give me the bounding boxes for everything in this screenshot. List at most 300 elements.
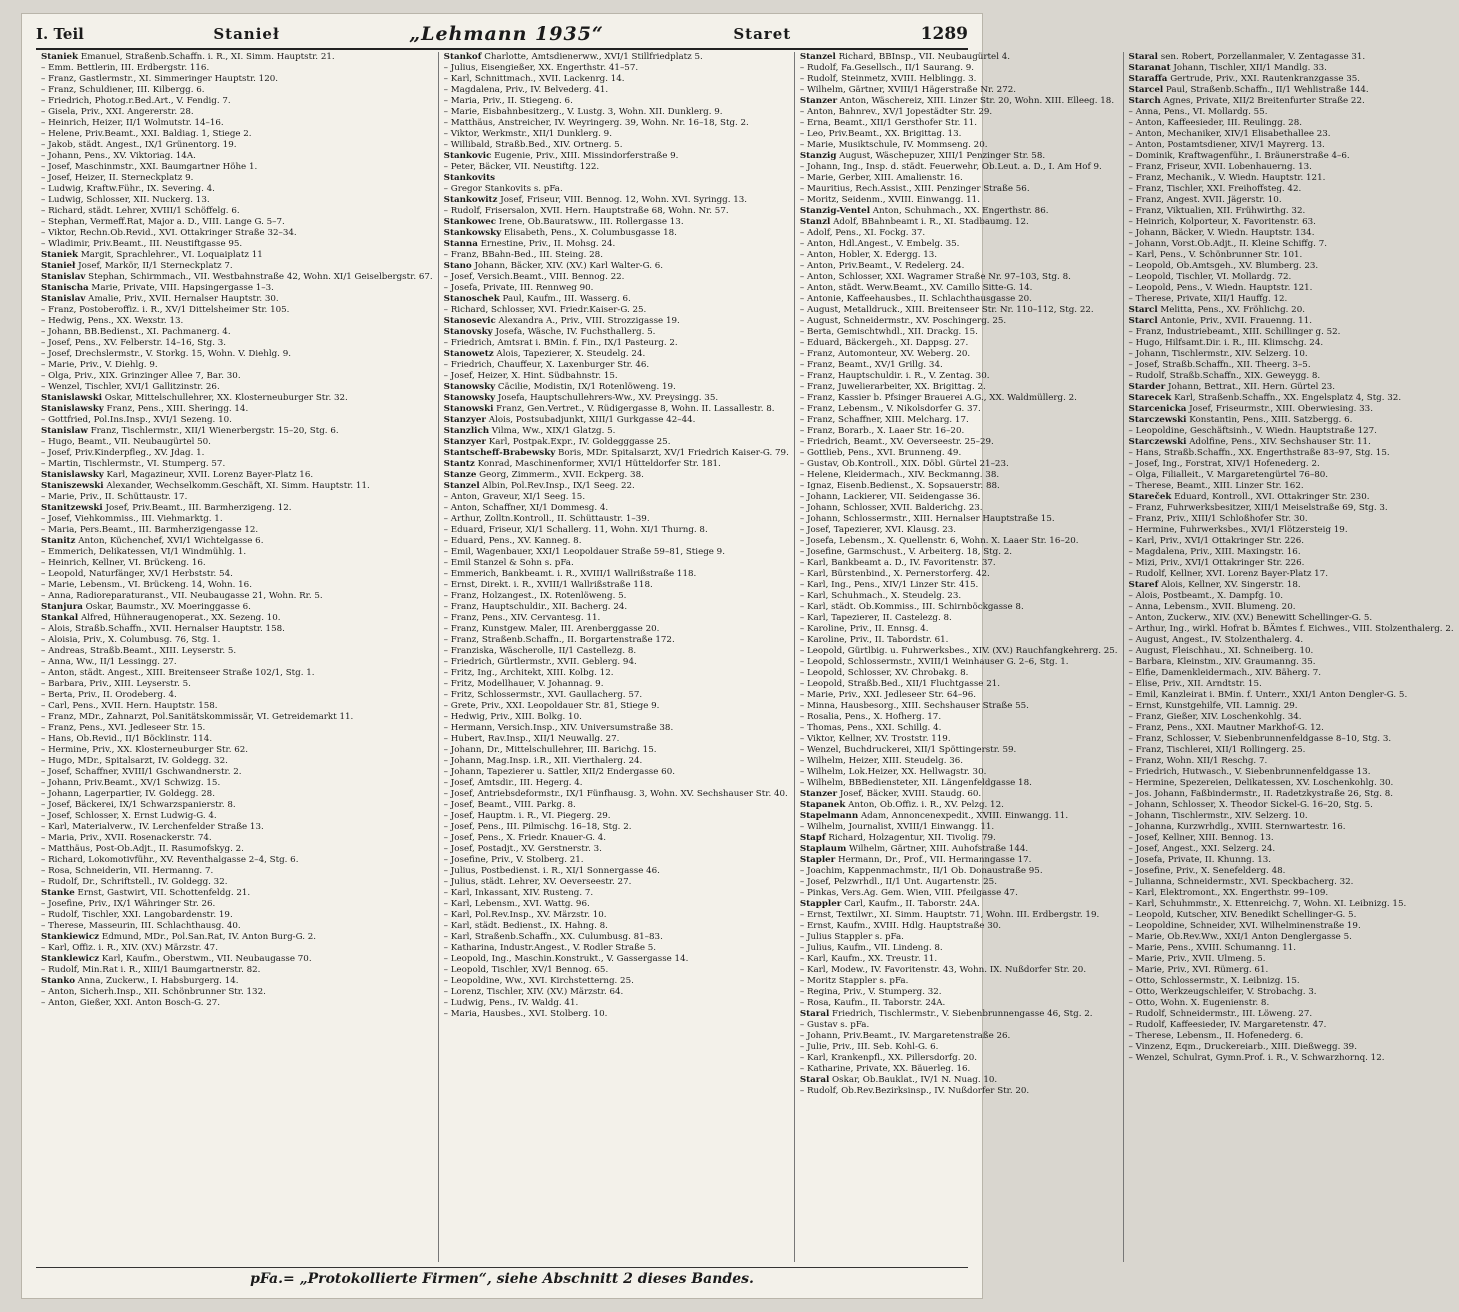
directory-entry: – Karl, Materialverw., IV. Lerchenfelder Straße 13. — [41, 822, 264, 832]
directory-entry: – August, Angest., IV. Stolzenthalerg. 4. — [1128, 635, 1304, 645]
directory-entry: – Maria, Pers.Beamt., III. Barmherzigengasse 12. — [41, 525, 259, 535]
directory-entry: – Johann, Vorst.Ob.Adjt., II. Kleine Schiffg. 7. — [1128, 239, 1327, 249]
directory-entry: – Rudolf, Kaffeesieder, IV. Margaretenstr. 47. — [1128, 1020, 1327, 1030]
directory-entry: – Wilhelm, Lok.Heizer, XX. Hellwagstr. 30. — [799, 767, 987, 777]
column-1 — [36, 52, 439, 1262]
directory-entry: – August, Metalldruck., XIII. Breitenseer Str. Nr. 110–112, Stg. 22. — [799, 305, 1094, 315]
directory-entry: – Berta, Gemischtwhdl., XII. Drackg. 15. — [799, 327, 978, 337]
directory-entry: Stanna Ernestine, Priv., II. Mohsg. 24. — [443, 239, 616, 249]
directory-entry: – Anton, Schaffner, XI/1 Dommesg. 4. — [443, 503, 609, 513]
directory-entry: – Karl, Schnittmach., XVII. Lackenrg. 14. — [443, 74, 625, 84]
directory-entry: – Maria, Priv., II. Stiegeng. 6. — [443, 96, 573, 106]
directory-entry: Starczewski Adolfine, Pens., XIV. Sechshauser Str. 11. — [1128, 437, 1371, 447]
directory-page — [22, 14, 1454, 1298]
directory-entry: – Jakob, städt. Angest., IX/1 Grünentorg. 19. — [41, 140, 237, 150]
directory-entry: – Richard, Lokomotivführ., XV. Reventhalgasse 2–4, Stg. 6. — [41, 855, 299, 865]
directory-entry: Stanklewicz Karl, Kaufm., Oberstwm., VII. Neubaugasse 70. — [41, 954, 312, 964]
directory-entry: – Marie, Eisbahnbesitzerg., V. Lustg. 3, Wohn. XII. Dunklerg. 9. — [443, 107, 723, 117]
directory-entry: – Helene, Kleidermach., XIV. Beckmanng. 38. — [799, 470, 1000, 480]
directory-entry: Stanischa Marie, Private, VIII. Hapsingergasse 1–3. — [41, 283, 274, 293]
directory-entry: Starcl Melitta, Pens., XV. Fröhlichg. 20. — [1128, 305, 1305, 315]
directory-entry: – Josef, Hauptm. i. R., VI. Piegerg. 29. — [443, 811, 611, 821]
directory-entry: Stanislawsky Karl, Magazineur, XVII. Lorenz Bayer-Platz 16. — [41, 470, 314, 480]
directory-entry: – Johann, Priv.Beamt., IV. Margaretenstraße 26. — [799, 1031, 1011, 1041]
directory-entry: – Josefa, Lebensm., X. Quellenstr. 6, Wohn. X. Laaer Str. 16–20. — [799, 536, 1079, 546]
directory-entry: – Leopold, Ob.Amtsgeh., XV. Blumberg. 23. — [1128, 261, 1319, 271]
directory-entry: Stapler Hermann, Dr., Prof., VII. Hermanngasse 17. — [799, 855, 1032, 865]
directory-entry: – Heinrich, Heizer, II/1 Wolmutstr. 14–16. — [41, 118, 224, 128]
directory-entry: – Franz, Kunstgew. Maler, III. Arenberggasse 20. — [443, 624, 660, 634]
directory-entry: – Gustav s. pFa. — [799, 1020, 870, 1030]
directory-entry: Stankowsky Elisabeth, Pens., X. Columbusgasse 18. — [443, 228, 677, 238]
directory-entry: – Karl, Elektromont., XX. Engerthstr. 99–109. — [1128, 888, 1329, 898]
directory-entry: – Johann, Schlossermstr., XIII. Hernalser Hauptstraße 15. — [799, 514, 1055, 524]
directory-entry: – Ignaz, Eisenb.Bedienst., X. Sopsauerstr. 88. — [799, 481, 1000, 491]
directory-entry: Stanzlich Vilma, Ww., XIX/1 Glatzg. 5. — [443, 426, 616, 436]
directory-entry: – Franz, Holzangest., IX. Rotenlöweng. 5. — [443, 591, 627, 601]
directory-entry: – Anton, Hobler, X. Edergg. 13. — [799, 250, 938, 260]
directory-entry: – Andreas, Straßb.Beamt., XIII. Leyserstr. 5. — [41, 646, 237, 656]
directory-entry: – Willibald, Straßb.Bed., XIV. Ortnerg. 5. — [443, 140, 623, 150]
directory-entry: – Franz, Pens., XVI. Jedleseer Str. 15. — [41, 723, 206, 733]
directory-entry: – Josef, Postadjt., XV. Gerstnerstr. 3. — [443, 844, 602, 854]
directory-entry: Stanzyer Alois, Postsubadjunkt, XIII/1 Gurkgasse 42–44. — [443, 415, 696, 425]
directory-entry: – Gottlieb, Pens., XVI. Brunneng. 49. — [799, 448, 962, 458]
directory-entry: Stapf Richard, Holzagentur, XII. Tivolig. 79. — [799, 833, 996, 843]
directory-entry: – Josef, Ing., Forstrat, XIV/1 Hofenederg. 2. — [1128, 459, 1320, 469]
directory-entry: – Hermine, Priv., XX. Klosterneuburger Str. 62. — [41, 745, 249, 755]
directory-entry: Staniek Emanuel, Straßenb.Schaffn. i. R., XI. Simm. Hauptstr. 21. — [41, 52, 335, 62]
directory-entry: – Anton, Kaffeesieder, III. Reulingg. 28. — [1128, 118, 1302, 128]
directory-entry: Stantscheff-Brabewsky Boris, MDr. Spitalsarzt, XV/1 Friedrich Kaiser-G. 79. — [443, 448, 789, 458]
directory-entry: – Franz, Industriebeamt., XIII. Schillinger g. 52. — [1128, 327, 1341, 337]
column-3 — [795, 52, 1124, 1262]
directory-entry: – Karl, Krankenpfl., XX. Pillersdorfg. 20. — [799, 1053, 978, 1063]
directory-entry: – Josef, Heizer, X. Hint. Südbahnstr. 15. — [443, 371, 618, 381]
directory-entry: – Franz, Friseur, XVII. Lobenhauerng. 13. — [1128, 162, 1312, 172]
directory-entry: – Ludwig, Schlosser, XII. Nuckerg. 13. — [41, 195, 210, 205]
directory-entry: – Josef, Tapezierer, XVI. Klausg. 23. — [799, 525, 957, 535]
directory-entry: – Emil Stanzel & Sohn s. pFa. — [443, 558, 574, 568]
directory-entry: – Marie, Pens., XVIII. Schumanng. 11. — [1128, 943, 1297, 953]
directory-entry: – Josef, Amtsdir., III. Hegerg. 4. — [443, 778, 583, 788]
directory-entry: – Johann, BB.Bedienst., XI. Pachmanerg. 4. — [41, 327, 231, 337]
directory-entry: – Ernst, Kaufm., XVIII. Hdlg. Hauptstraße 30. — [799, 921, 1002, 931]
directory-entry: – Katharine, Private, XX. Bäuerleg. 16. — [799, 1064, 971, 1074]
directory-entry: – Therese, Lebensm., II. Hofenederg. 6. — [1128, 1031, 1304, 1041]
directory-entry: – Rudolf, Tischler, XXI. Langobardenstr. 19. — [41, 910, 233, 920]
directory-entry: – Matthäus, Post-Ob.Adjt., II. Rasumofskyg. 2. — [41, 844, 244, 854]
directory-entry: – Ernst, Kunstgehilfe, VII. Lamnig. 29. — [1128, 701, 1298, 711]
directory-entry: – Rudolf, Min.Rat i. R., XIII/1 Baumgartnerstr. 82. — [41, 965, 261, 975]
directory-entry: Stanzig-Ventel Anton, Schuhmach., XX. Engerthstr. 86. — [799, 206, 1049, 216]
column-2 — [439, 52, 795, 1262]
directory-entry: – Hans, Ob.Revid., II/1 Böcklinstr. 114. — [41, 734, 213, 744]
directory-entry: – Franz, Tischlerei, XII/1 Rollingerg. 25. — [1128, 745, 1306, 755]
directory-entry: Starcenicka Josef, Friseurmstr., XIII. Oberwiesing. 33. — [1128, 404, 1373, 414]
directory-entry: – Leopold, Ing., Maschin.Konstrukt., V. Gassergasse 14. — [443, 954, 689, 964]
directory-entry: – Karoline, Priv., II. Tabordstr. 61. — [799, 635, 949, 645]
directory-entry: – Karl, Ing., Pens., XIV/1 Linzer Str. 415. — [799, 580, 979, 590]
directory-entry: Stanzel Richard, BBInsp., VII. Neubaugürtel 4. — [799, 52, 1011, 62]
directory-entry: – Marie, Ob.Rev.Ww., XXI/1 Anton Denglergasse 5. — [1128, 932, 1352, 942]
directory-entry: – Alois, Postbeamt., X. Dampfg. 10. — [1128, 591, 1284, 601]
directory-entry: – Johann, Schlosser, XVII. Balderichg. 23. — [799, 503, 983, 513]
directory-entry: Stanjura Oskar, Baumstr., XV. Moeringgasse 6. — [41, 602, 251, 612]
directory-entry: – Carl, Pens., XVII. Hern. Hauptstr. 158. — [41, 701, 218, 711]
directory-entry: – Julie, Priv., III. Seb. Kohl-G. 6. — [799, 1042, 939, 1052]
directory-entry: – Anna, Pens., VI. Mollardg. 55. — [1128, 107, 1268, 117]
directory-entry: Stankovits — [443, 173, 495, 183]
directory-entry: Starecek Karl, Straßenb.Schaffn., XX. Engelsplatz 4, Stg. 32. — [1128, 393, 1402, 403]
directory-entry: – Josefa, Private, III. Rennweg 90. — [443, 283, 594, 293]
directory-entry: – Wilhelm, Heizer, XIII. Steudelg. 36. — [799, 756, 964, 766]
directory-entry: – Anton, Mechaniker, XIV/1 Elisabethallee 23. — [1128, 129, 1331, 139]
directory-entry: Stanowsky Josefa, Hauptschullehrers-Ww., XV. Preysingg. 35. — [443, 393, 719, 403]
directory-entry: – Josef, Versich.Beamt., VIII. Bennog. 22. — [443, 272, 625, 282]
directory-entry: – Josef, Kellner, XIII. Bennog. 13. — [1128, 833, 1274, 843]
directory-entry: – Anton, Postamtsdiener, XIV/1 Mayrerg. 13. — [1128, 140, 1325, 150]
directory-entry: – Franz, Pens., XIV. Cervantesg. 11. — [443, 613, 601, 623]
directory-entry: – Rudolf, Steinmetz, XVIII. Helblingg. 3. — [799, 74, 977, 84]
directory-entry: – Marie, Priv., XVII. Ulmeng. 5. — [1128, 954, 1266, 964]
directory-entry: – Karl, Modew., IV. Favoritenstr. 43, Wohn. IX. Nußdorfer Str. 20. — [799, 965, 1087, 975]
range-end: Staret — [733, 25, 792, 43]
directory-entry: Stanowetz Alois, Tapezierer, X. Steudelg. 24. — [443, 349, 646, 359]
directory-entry: – Karl, städt. Ob.Kommiss., III. Schirnböckgasse 8. — [799, 602, 1024, 612]
directory-entry: – Wenzel, Buchdruckerei, XII/1 Spöttingerstr. 59. — [799, 745, 1017, 755]
directory-entry: – Karl, Tapezierer, II. Castelezg. 8. — [799, 613, 952, 623]
directory-entry: – Peter, Bäcker, VII. Neustiftg. 122. — [443, 162, 600, 172]
directory-entry: Stankal Alfred, Hühneraugenoperat., XX. Sezeng. 10. — [41, 613, 281, 623]
directory-entry: – Johann, Priv.Beamt., XV/1 Schwizg. 15. — [41, 778, 221, 788]
directory-entry: Staref Alois, Kellner, XV. Singerstr. 18. — [1128, 580, 1301, 590]
directory-entry: – Wenzel, Tischler, XVI/1 Gallitzinstr. 26. — [41, 382, 220, 392]
directory-entry: – Emil, Wagenbauer, XXI/1 Leopoldauer Straße 59–81, Stiege 9. — [443, 547, 725, 557]
directory-entry: Stanislaw Franz, Tischlermstr., XII/1 Wienerbergstr. 15–20, Stg. 6. — [41, 426, 339, 436]
directory-entry: Stanzyer Karl, Postpak.Expr., IV. Goldegggasse 25. — [443, 437, 671, 447]
directory-entry: – Anton, Bahnrev., XV/1 Jopestädter Str. 29. — [799, 107, 993, 117]
directory-entry: Stanzel Albin, Pol.Rev.Insp., IX/1 Seeg. 22. — [443, 481, 635, 491]
directory-entry: – Berta, Priv., II. Orodeberg. 4. — [41, 690, 177, 700]
directory-entry: Staranat Johann, Tischler, XII/1 Mandlg. 33. — [1128, 63, 1327, 73]
directory-entry: – Julius, Kaufm., VII. Lindeng. 8. — [799, 943, 943, 953]
directory-entry: – Matthäus, Anstreicher, IV. Weyringerg. 39, Wohn. Nr. 16–18, Stg. 2. — [443, 118, 749, 128]
directory-entry: – Hedwig, Priv., XIII. Bolkg. 10. — [443, 712, 582, 722]
range-start: Stanieł — [213, 25, 280, 43]
page-number: 1289 — [920, 24, 968, 44]
directory-entry: – Anna, Ww., II/1 Lessingg. 27. — [41, 657, 177, 667]
directory-entry: – Elise, Priv., XII. Arndtstr. 15. — [1128, 679, 1262, 689]
directory-entry: Stankowitz Josef, Friseur, VIII. Bennog. 12, Wohn. XVI. Syringg. 13. — [443, 195, 748, 205]
directory-entry: Stanzl Adolf, BBahnbeamt i. R., XI. Stadbaumg. 12. — [799, 217, 1029, 227]
directory-entry: – Gottfried, Pol.Ins.Insp., XVI/1 Sezeng. 10. — [41, 415, 232, 425]
directory-entry: Starczewski Konstantin, Pens., XIII. Satzbergg. 6. — [1128, 415, 1353, 425]
directory-entry: – Emil, Kanzleirat i. BMin. f. Unterr., XXI/1 Anton Dengler-G. 5. — [1128, 690, 1408, 700]
directory-entry: – Hugo, MDr., Spitalsarzt, IV. Goldegg. 32. — [41, 756, 228, 766]
directory-entry: – Franz, Automonteur, XV. Weberg. 20. — [799, 349, 971, 359]
directory-entry: – Franz, Schlosser, V. Siebenbrunnenfeldgasse 8–10, Stg. 3. — [1128, 734, 1392, 744]
directory-entry: – Marie, Lebensm., VI. Brückeng. 14, Wohn. 16. — [41, 580, 252, 590]
directory-entry: – Hans, Straßb.Schaffn., XX. Engerthstraße 83–97, Stg. 15. — [1128, 448, 1390, 458]
directory-entry: – Wilhelm, Journalist, XVIII/1 Einwangg. 11. — [799, 822, 995, 832]
directory-entry: Staniek Margit, Sprachlehrer., VI. Loquaiplatz 11 — [41, 250, 263, 260]
directory-entry: – Josef, Pens., X. Friedr. Knauer-G. 4. — [443, 833, 607, 843]
directory-entry: – Friedrich, Gürtlermstr., XVII. Geblerg. 94. — [443, 657, 637, 667]
directory-entry: – Antonie, Kaffeehausbes., II. Schlachthausgasse 20. — [799, 294, 1032, 304]
directory-entry: – Josef, Viehkommiss., III. Viehmarktg. 1. — [41, 514, 223, 524]
directory-entry: Stanislav Stephan, Schirmmach., VII. Westbahnstraße 42, Wohn. XI/1 Geiselbergstr. 67. — [41, 272, 433, 282]
directory-entry: – Ernst, Textilwr., XI. Simm. Hauptstr. 71, Wohn. III. Erdbergstr. 19. — [799, 910, 1100, 920]
directory-entry: – Viktor, Werkmstr., XII/1 Dunklerg. 9. — [443, 129, 612, 139]
directory-entry: – Therese, Beamt., XIII. Linzer Str. 162. — [1128, 481, 1304, 491]
directory-entry: – Franz, Fuhrwerksbesitzer, XIII/1 Meiselstraße 69, Stg. 3. — [1128, 503, 1388, 513]
directory-entry: – Magdalena, Priv., IV. Belvederg. 41. — [443, 85, 609, 95]
directory-entry: – Friedrich, Amtsrat i. BMin. f. Fin., IX/1 Pasteurg. 2. — [443, 338, 678, 348]
directory-entry: – Franz, Beamt., XV/1 Grillg. 34. — [799, 360, 943, 370]
directory-entry: – Franz, Priv., XIII/1 Schloßhofer Str. 30. — [1128, 514, 1308, 524]
directory-entry: – Karl, Lebensm., XVI. Wattg. 96. — [443, 899, 590, 909]
directory-entry: – Helene, Priv.Beamt., XXI. Baldiag. 1, Stiege 2. — [41, 129, 252, 139]
directory-entry: – Franz, Pens., XXI. Mautner Markhof-G. 12. — [1128, 723, 1324, 733]
directory-entry: – Johann, Lackierer, VII. Seidengasse 36. — [799, 492, 981, 502]
directory-entry: – Regina, Priv., V. Stumperg. 32. — [799, 987, 942, 997]
directory-entry: – Viktor, Rechn.Ob.Revid., XVI. Ottakringer Straße 32–34. — [41, 228, 297, 238]
directory-entry: – Rudolf, Kellner, XVI. Lorenz Bayer-Platz 17. — [1128, 569, 1328, 579]
directory-entry: – Josef, Maschinmstr., XXI. Baumgartner Höhe 1. — [41, 162, 258, 172]
directory-entry: – Arthur, Ing., wirkl. Hofrat b. BÄmtes f. Eichwes., VIII. Stolzenthalerg. 2. — [1128, 624, 1454, 634]
directory-entry: – Rudolf, Fa.Gesellsch., II/1 Saurang. 9. — [799, 63, 975, 73]
directory-entry: Stareček Eduard, Kontroll., XVI. Ottakringer Str. 230. — [1128, 492, 1370, 502]
directory-entry: Stanitzewski Josef, Priv.Beamt., III. Barmherzigeng. 12. — [41, 503, 292, 513]
directory-entry: – Martin, Tischlermstr., VI. Stumperg. 57. — [41, 459, 226, 469]
directory-entry: – Hedwig, Pens., XX. Wexstr. 13. — [41, 316, 184, 326]
directory-entry: – Karl, Bankbeamt a. D., IV. Favoritenstr. 37. — [799, 558, 996, 568]
directory-entry: – Josef, Pens., XV. Felberstr. 14–16, Stg. 3. — [41, 338, 227, 348]
directory-entry: – Franz, Borarb., X. Laaer Str. 16–20. — [799, 426, 965, 436]
directory-entry: – Leopold, Tischler, XV/1 Bennog. 65. — [443, 965, 609, 975]
directory-entry: – Moritz Stappler s. pFa. — [799, 976, 909, 986]
directory-entry: – Franziska, Wäscherolle, II/1 Castellezg. 8. — [443, 646, 637, 656]
directory-entry: – Marie, Priv., XXI. Jedleseer Str. 64–96. — [799, 690, 977, 700]
directory-entry: – Karl, städt. Bedienst., IX. Hahng. 8. — [443, 921, 608, 931]
directory-entry: – Thomas, Pens., XXI. Schillg. 4. — [799, 723, 942, 733]
directory-entry: – Olga, Filialleit., V. Margaretengürtel 76–80. — [1128, 470, 1329, 480]
directory-entry: – Rosa, Schneiderin, VII. Hermanng. 7. — [41, 866, 214, 876]
directory-entry: – Leopold, Naturfänger, XV/1 Herbststr. 54. — [41, 569, 233, 579]
directory-entry: – Maria, Priv., XVII. Rosenackerstr. 74. — [41, 833, 212, 843]
part-label: I. Teil — [36, 25, 84, 43]
page-footer — [36, 1267, 968, 1290]
directory-entry: – Hermann, Versich.Insp., XIV. Universumstraße 38. — [443, 723, 674, 733]
directory-entry: – Franz, Mechanik., V. Wiedn. Hauptstr. 121. — [1128, 173, 1326, 183]
directory-entry: – Anton, Priv.Beamt., V. Redelerg. 24. — [799, 261, 965, 271]
directory-entry: – Karl, Schuhmach., X. Steudelg. 23. — [799, 591, 962, 601]
directory-entry: – Josefa, Private, II. Khunng. 13. — [1128, 855, 1272, 865]
directory-entry: – Jos. Johann, Faßbindermstr., II. Radetzkystraße 26, Stg. 8. — [1128, 789, 1394, 799]
directory-entry: – Julianna, Schneidermstr., XVI. Speckbacherg. 32. — [1128, 877, 1354, 887]
directory-entry: – Magdalena, Priv., XIII. Maxingstr. 16. — [1128, 547, 1301, 557]
directory-entry: – Julius, Eisengießer, XX. Engerthstr. 41–57. — [443, 63, 639, 73]
directory-entry: Stanislawski Oskar, Mittelschullehrer, XX. Klosterneuburger Str. 32. — [41, 393, 348, 403]
directory-entry: – Rudolf, Frisersalon, XVII. Hern. Hauptstraße 68, Wohn. Nr. 57. — [443, 206, 729, 216]
directory-entry: – Wenzel, Schulrat, Gymn.Prof. i. R., V. Schwarzhornq. 12. — [1128, 1053, 1385, 1063]
directory-entry: – Anton, Hdl.Angest., V. Embelg. 35. — [799, 239, 960, 249]
directory-entry: – Rudolf, Straßb.Schaffn., XIX. Geweygg. 8. — [1128, 371, 1321, 381]
directory-entry: – Eduard, Friseur, XI/1 Schallerg. 11, Wohn. XI/1 Thurng. 8. — [443, 525, 708, 535]
directory-entry: Stanzer Anton, Wäschereiz, XIII. Linzer Str. 20, Wohn. XIII. Elleeg. 18. — [799, 96, 1115, 106]
directory-entry: Staral sen. Robert, Porzellanmaler, V. Zentagasse 31. — [1128, 52, 1366, 62]
directory-entry: – Wilhelm, BBBediensteter, XII. Längenfeldgasse 18. — [799, 778, 1032, 788]
directory-entry: – Franz, Viktualien, XII. Frühwirthg. 32. — [1128, 206, 1306, 216]
directory-entry: Stanzer Josef, Bäcker, XVIII. Staudg. 60. — [799, 789, 982, 799]
directory-entry: – Johanna, Kurzwrhdlg., XVIII. Sternwartestr. 16. — [1128, 822, 1346, 832]
directory-entry: – Leopold, Schlossermstr., XVIII/1 Weinhauser G. 2–6, Stg. 1. — [799, 657, 1069, 667]
directory-entry: – Aloisia, Priv., X. Columbusg. 76, Stg. 1. — [41, 635, 221, 645]
directory-entry: Staniszewski Alexander, Wechselkomm.Geschäft, XI. Simm. Hauptstr. 11. — [41, 481, 370, 491]
directory-entry: – Hugo, Hilfsamt.Dir. i. R., III. Klimschg. 24. — [1128, 338, 1324, 348]
directory-entry: – Karl, Kaufm., XX. Treustr. 11. — [799, 954, 938, 964]
directory-entry: Stanislav Amalie, Priv., XVII. Hernalser Hauptstr. 30. — [41, 294, 279, 304]
directory-entry: – Karl, Straßenb.Schaffn., XX. Culumbusg. 81–83. — [443, 932, 663, 942]
directory-entry: – Grete, Priv., XXI. Leopoldauer Str. 81, Stiege 9. — [443, 701, 660, 711]
directory-entry: Stankowec Irene, Ob.Bauratsww., III. Rollergasse 13. — [443, 217, 684, 227]
directory-entry: – Anna, Lebensm., XVII. Blumeng. 20. — [1128, 602, 1296, 612]
directory-entry: – Johann, Tapezierer u. Sattler, XII/2 Endergasse 60. — [443, 767, 675, 777]
directory-entry: – Emmerich, Bankbeamt. i. R., XVIII/1 Wallrißstraße 118. — [443, 569, 697, 579]
directory-entry: – Franz, Lebensm., V. Nikolsdorfer G. 37. — [799, 404, 981, 414]
directory-entry: Starder Johann, Bettrat., XII. Hern. Gürtel 23. — [1128, 382, 1336, 392]
directory-entry: – Josef, Heizer, II. Sterneckplatz 9. — [41, 173, 194, 183]
directory-entry: – Franz, Kassier b. Pfsinger Brauerei A.G., XX. Waldmüllerg. 2. — [799, 393, 1077, 403]
directory-entry: – Franz, Juwelierarbeiter, XX. Brigittag. 2. — [799, 382, 986, 392]
directory-entry: – Pinkas, Vers.Ag. Gem. Wien, VIII. Pfeilgasse 47. — [799, 888, 1018, 898]
directory-entry: – Otto, Wohn. X. Eugenienstr. 8. — [1128, 998, 1270, 1008]
directory-entry: Stanosevic Alexandra A., Priv., VIII. Strozzigasse 19. — [443, 316, 680, 326]
directory-entry: Starcl Antonie, Priv., XVII. Frauenng. 11. — [1128, 316, 1312, 326]
directory-entry: – Mauritius, Rech.Assist., XIII. Penzinger Straße 56. — [799, 184, 1030, 194]
directory-entry: – Fritz, Schlossermstr., XVI. Gaullacherg. 57. — [443, 690, 643, 700]
directory-entry: – Leopold, Tischler, VI. Mollardg. 72. — [1128, 272, 1292, 282]
directory-entry: – Maria, Hausbes., XVI. Stolberg. 10. — [443, 1009, 608, 1019]
directory-entry: Stanko Anna, Zuckerw., I. Habsburgerg. 14. — [41, 976, 239, 986]
directory-entry: Stanieł Josef, Markör, II/1 Sterneckplatz 7. — [41, 261, 233, 271]
directory-entry: – Friedrich, Chauffeur, X. Laxenburger Str. 46. — [443, 360, 650, 370]
directory-entry: – Friedrich, Beamt., XV. Oeverseestr. 25–29. — [799, 437, 994, 447]
directory-entry: Stantz Konrad, Maschinenformer, XVI/1 Hütteldorfer Str. 181. — [443, 459, 721, 469]
directory-entry: Stanze Georg, Zimmerm., XVII. Eckperg. 38. — [443, 470, 644, 480]
directory-entry: – Adolf, Pens., XI. Fockg. 37. — [799, 228, 926, 238]
directory-entry: – Franz, MDr., Zahnarzt, Pol.Sanitätskommissär, VI. Getreidemarkt 11. — [41, 712, 354, 722]
directory-entry: – Franz, BBahn-Bed., III. Steing. 28. — [443, 250, 603, 260]
directory-entry: – Johann, Pens., XV. Viktoriag. 14A. — [41, 151, 196, 161]
directory-entry: Stanke Ernst, Gastwirt, VII. Schottenfeldg. 21. — [41, 888, 251, 898]
directory-entry: – Mizi, Priv., XVI/1 Ottakringer Str. 226. — [1128, 558, 1305, 568]
directory-entry: – Ludwig, Kraftw.Führ., IX. Severing. 4. — [41, 184, 215, 194]
directory-entry: – Marie, Priv., XVI. Rümerg. 61. — [1128, 965, 1269, 975]
directory-entry: – Franz, Schuldiener, III. Kilbergg. 6. — [41, 85, 205, 95]
directory-entry: – Marie, Musiktschule, IV. Mommseng. 20. — [799, 140, 988, 150]
directory-entry: – Franz, Schaffner, XIII. Melcharg. 17. — [799, 415, 969, 425]
directory-entry: – Fritz, Ing., Architekt, XIII. Kolbg. 12. — [443, 668, 614, 678]
directory-entry: Stanislawsky Franz, Pens., XIII. Sheringg. 14. — [41, 404, 249, 414]
directory-entry: – Hugo, Beamt., VII. Neubaugürtel 50. — [41, 437, 211, 447]
directory-entry: – Ernst, Direkt. i. R., XVIII/1 Wallrißstraße 118. — [443, 580, 653, 590]
directory-entry: – Johann, Ing., Insp. d. städt. Feuerwehr, Ob.Leut. a. D., I. Am Hof 9. — [799, 162, 1102, 172]
directory-entry: – Joachim, Kappenmachmstr., II/1 Ob. Donaustraße 95. — [799, 866, 1043, 876]
directory-entry: – Josef, Angest., XXI. Selzerg. 24. — [1128, 844, 1276, 854]
directory-entry: – Karl, Schuhmmstr., X. Ettenreichg. 7, Wohn. XI. Leibnizg. 15. — [1128, 899, 1407, 909]
directory-entry: – Olga, Priv., XIX. Grinzinger Allee 7, Bar. 30. — [41, 371, 241, 381]
directory-entry: – Leopoldine, Schneider, XVI. Wilhelminenstraße 19. — [1128, 921, 1361, 931]
directory-entry: – Franz, Tischler, XXI. Freihoffsteg. 42. — [1128, 184, 1302, 194]
directory-entry: Stankof Charlotte, Amtsdienerww., XVI/1 Stillfriedplatz 5. — [443, 52, 703, 62]
directory-entry: – Karl, Bürstenbind., X. Pernerstorferg. 42. — [799, 569, 990, 579]
directory-entry: – Franz, Angest. XVII. Jägerstr. 10. — [1128, 195, 1282, 205]
directory-entry: – Marie, Priv., II. Schüttaustr. 17. — [41, 492, 188, 502]
directory-entry: – Josef, Pens., III. Pilmischg. 16–18, Stg. 2. — [443, 822, 632, 832]
directory-entry: – Eduard, Bäckergeh., XI. Dappsg. 27. — [799, 338, 969, 348]
directory-entry: Stanowsky Cäcilie, Modistin, IX/1 Rotenlöweng. 19. — [443, 382, 676, 392]
directory-entry: Stanzig August, Wäschepuzer, XIII/1 Penzinger Str. 58. — [799, 151, 1046, 161]
directory-entry: – Leopold, Straßb.Bed., XII/1 Fluchtgasse 21. — [799, 679, 1001, 689]
directory-entry: – Rosalia, Pens., X. Hofherg. 17. — [799, 712, 942, 722]
directory-entry: Stapanek Anton, Ob.Offiz. i. R., XV. Pelzg. 12. — [799, 800, 1004, 810]
directory-entry: – Friedrich, Hutwasch., V. Siebenbrunnenfeldgasse 13. — [1128, 767, 1371, 777]
directory-entry: Stapelmann Adam, Annoncenexpedit., XVIII. Einwangg. 11. — [799, 811, 1069, 821]
directory-entry: – Elfie, Damenkleidermach., XIV. Bäherg. 7. — [1128, 668, 1322, 678]
directory-entry: – Rudolf, Schneidermstr., III. Löweng. 27. — [1128, 1009, 1313, 1019]
directory-entry: – Emm. Bettlerin, III. Erdbergstr. 116. — [41, 63, 210, 73]
directory-entry: – Anton, Sicherh.Insp., XII. Schönbrunner Str. 132. — [41, 987, 266, 997]
directory-entry: – Heinrich, Kellner, VI. Brückeng. 16. — [41, 558, 206, 568]
directory-entry: – Franz, Gastlermstr., XI. Simmeringer Hauptstr. 120. — [41, 74, 279, 84]
directory-entry: – Rosa, Kaufm., II. Taborstr. 24A. — [799, 998, 946, 1008]
directory-entry: – Anton, Schlosser, XXI. Wagramer Straße Nr. 97–103, Stg. 8. — [799, 272, 1071, 282]
directory-entry: – Otto, Werkzeugschleifer, V. Strobachg. 3. — [1128, 987, 1317, 997]
directory-entry: – Franz, Gießer, XIV. Loschenkohlg. 34. — [1128, 712, 1302, 722]
directory-entry: Stankiewicz Edmund, MDr., Pol.San.Rat, IV. Anton Burg-G. 2. — [41, 932, 317, 942]
directory-entry: – Eduard, Pens., XV. Kanneg. 8. — [443, 536, 582, 546]
directory-entry: – Johann, Tischlermstr., XIV. Selzerg. 10. — [1128, 811, 1308, 821]
directory-entry: – Otto, Schlossermstr., X. Leibnizg. 15. — [1128, 976, 1300, 986]
directory-entry: – Therese, Masseurin, III. Schlachthausg. 40. — [41, 921, 241, 931]
directory-entry: – Franz, Postoberoffiz. i. R., XV/1 Dittelsheimer Str. 105. — [41, 305, 290, 315]
directory-entry: – Ludwig, Pens., IV. Waldg. 41. — [443, 998, 579, 1008]
directory-entry: – Josef, Schaffner, XVIII/1 Gschwandnerstr. 2. — [41, 767, 242, 777]
directory-entry: Stanoschek Paul, Kaufm., III. Wasserg. 6. — [443, 294, 631, 304]
directory-entry: – Josef, Bäckerei, IX/1 Schwarzspanierstr. 8. — [41, 800, 236, 810]
directory-entry: – Rudolf, Dr., Schriftstell., IV. Goldegg. 32. — [41, 877, 228, 887]
directory-entry: – August, Fleischhau., XI. Schneiberg. 10. — [1128, 646, 1314, 656]
directory-entry: – Franz, Hauptschuldir. i. R., V. Zentag. 30. — [799, 371, 990, 381]
directory-entry: – Johann, Schlosser, X. Theodor Sickel-G. 16–20, Stg. 5. — [1128, 800, 1373, 810]
directory-entry: – Johann, Bäcker, V. Wiedn. Hauptstr. 134. — [1128, 228, 1315, 238]
directory-entry: – Erna, Beamt., XII/1 Gersthofer Str. 11. — [799, 118, 977, 128]
directory-entry: – Hermine, Spezereien, Delikatessen, XV. Loschenkohlg. 30. — [1128, 778, 1394, 788]
directory-entry: – Anna, Radioreparaturanst., VII. Neubaugasse 21, Wohn. Rr. 5. — [41, 591, 323, 601]
directory-entry: – Marie, Gerber, XIII. Amalienstr. 16. — [799, 173, 963, 183]
directory-entry: – Johann, Dr., Mittelschullehrer, III. Barichg. 15. — [443, 745, 657, 755]
directory-entry: Staraffa Gertrude, Priv., XXI. Rautenkranzgasse 35. — [1128, 74, 1361, 84]
directory-entry: – Anton, städt. Werw.Beamt., XV. Camillo Sitte-G. 14. — [799, 283, 1033, 293]
directory-entry: – Marie, Priv., V. Diehlg. 9. — [41, 360, 158, 370]
directory-entry: – Karl, Priv., XVI/1 Ottakringer Str. 226. — [1128, 536, 1305, 546]
directory-entry: – Barbara, Priv., XIII. Leyserstr. 5. — [41, 679, 191, 689]
directory-entry: Stappler Carl, Kaufm., II. Taborstr. 24A. — [799, 899, 980, 909]
directory-entry: – Julius, Postbedienst. i. R., XI/1 Sonnergasse 46. — [443, 866, 660, 876]
directory-entry: – Alois, Straßb.Schaffn., XVII. Hernalser Hauptstr. 158. — [41, 624, 285, 634]
